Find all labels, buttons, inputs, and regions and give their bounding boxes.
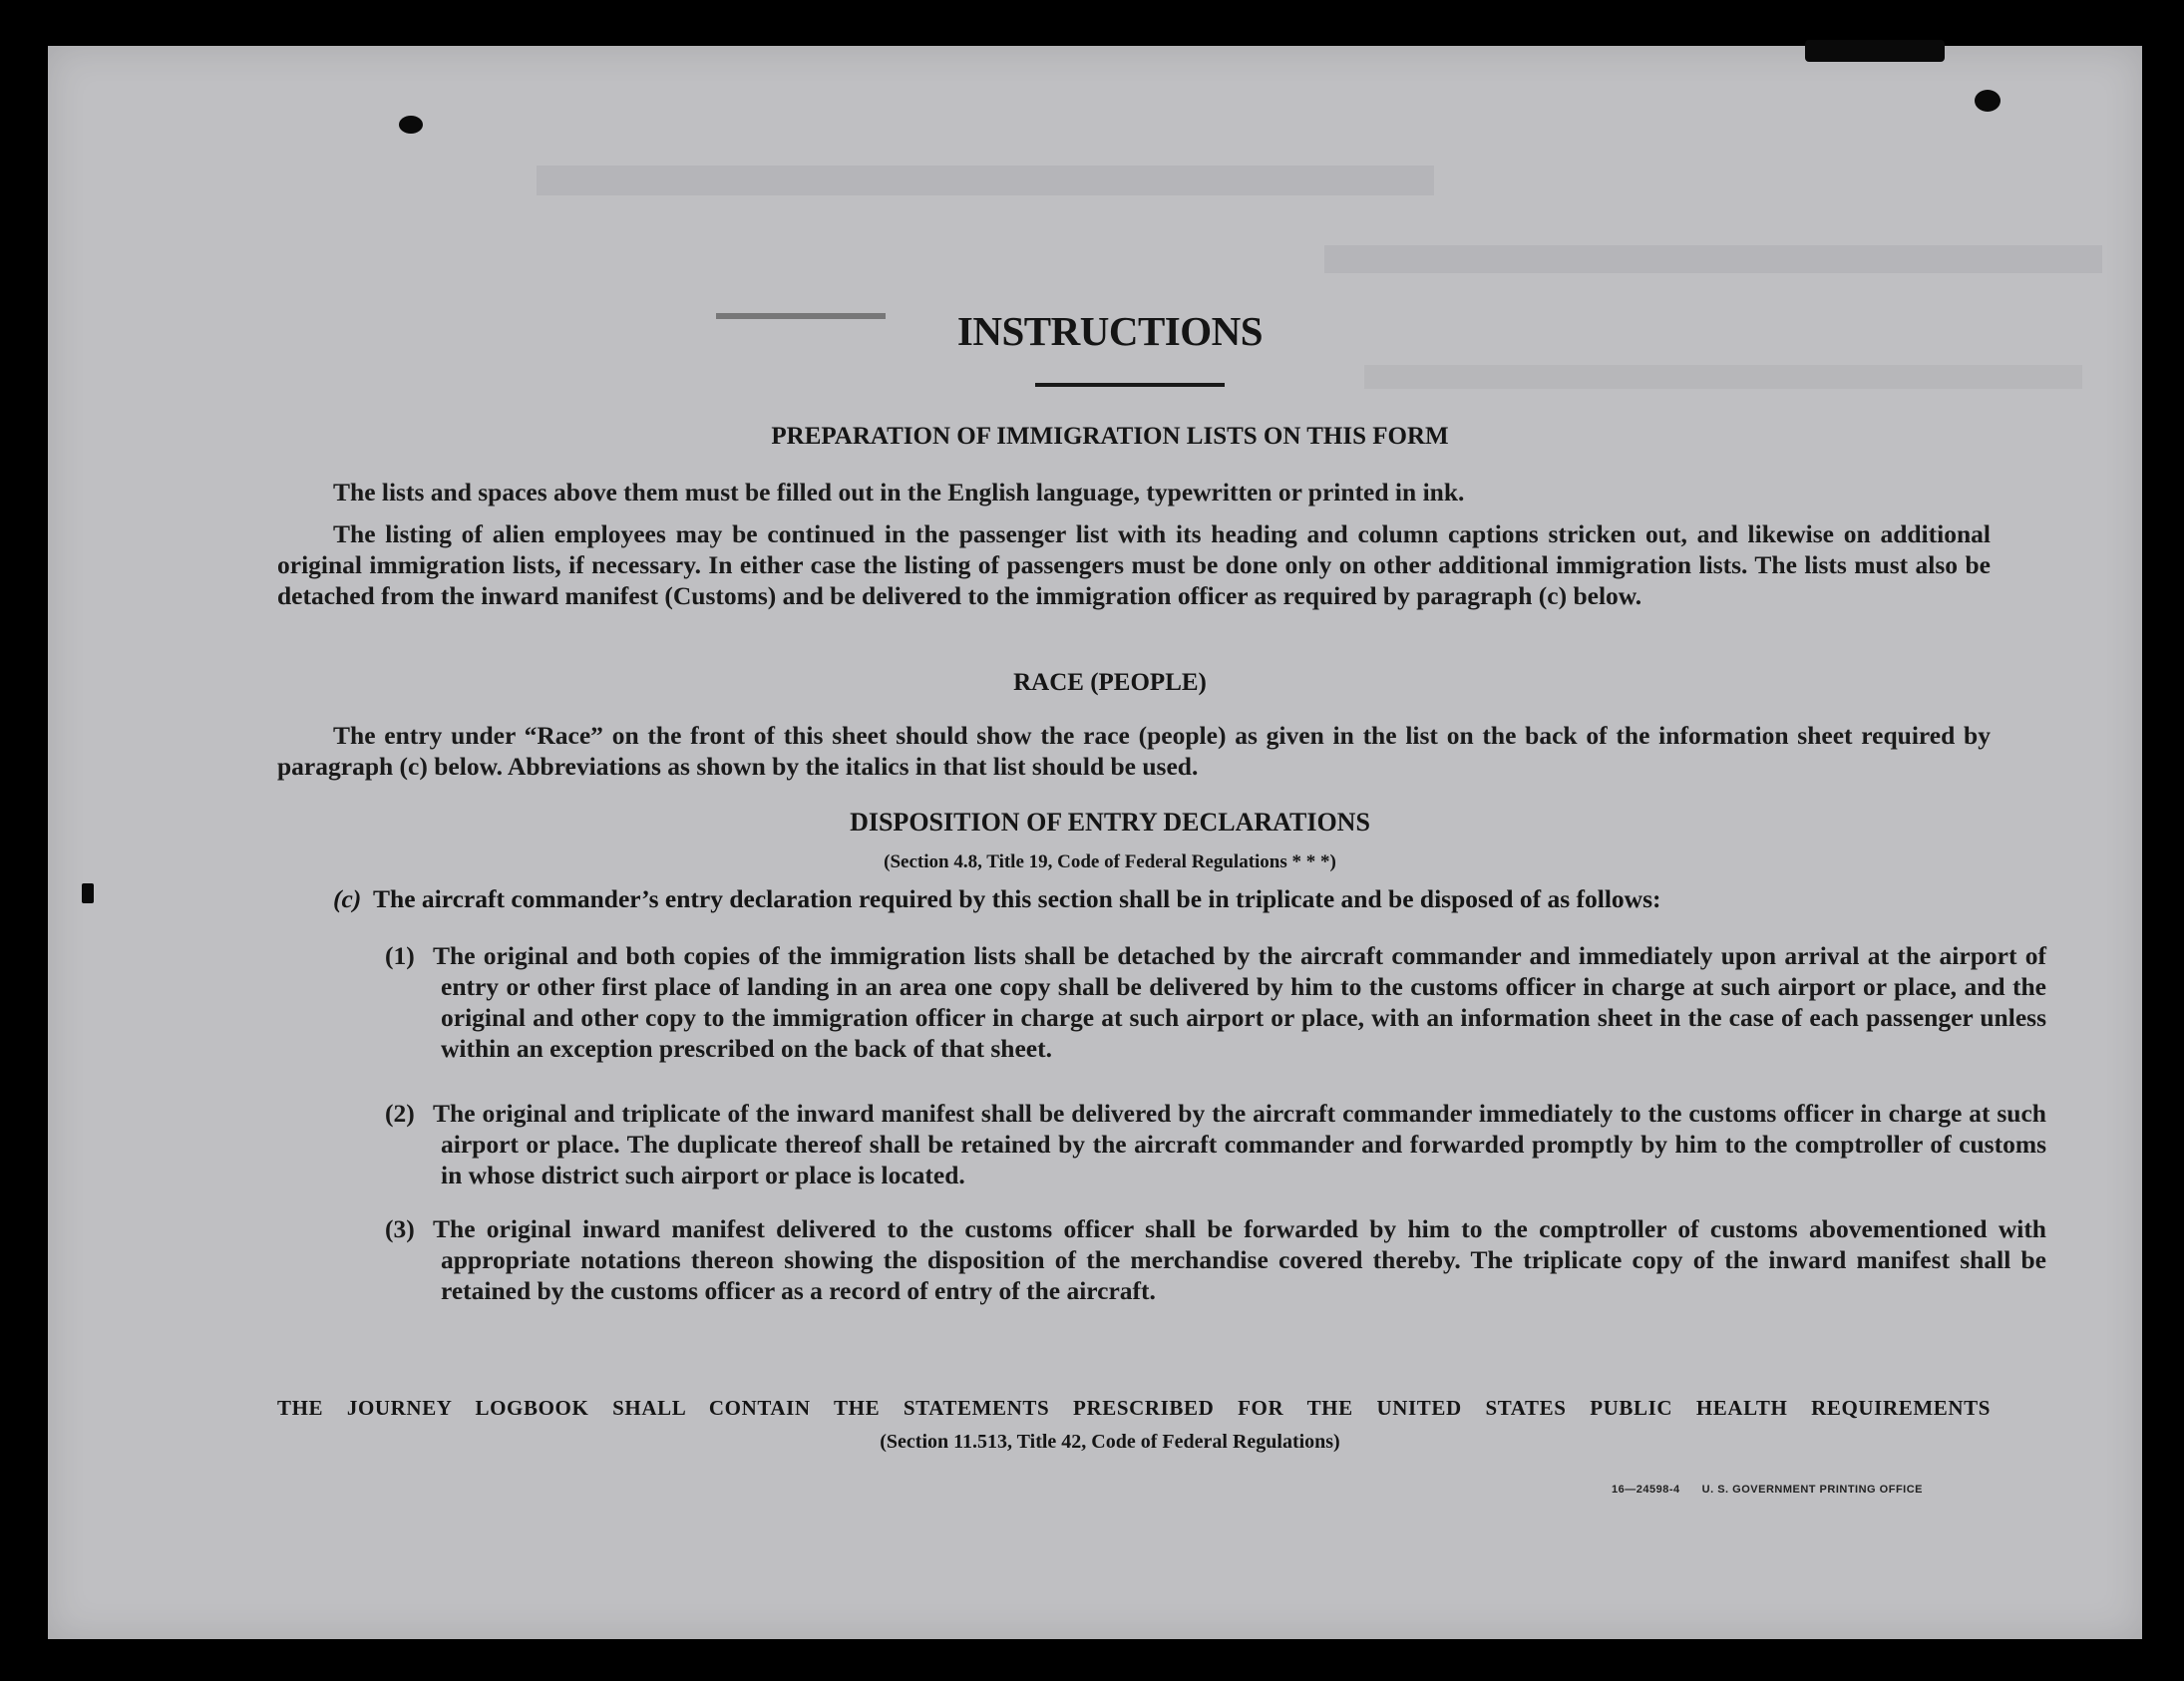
printer-imprint	[1612, 1484, 1923, 1496]
page-title: INSTRUCTIONS	[956, 308, 1264, 354]
bleed-through-mark	[1364, 365, 2082, 389]
section-heading-preparation: PREPARATION OF IMMIGRATION LISTS ON THIS FORM	[771, 423, 1449, 450]
paragraph-preparation-2: The listing of alien employees may be continued in the passenger list with its heading and column captions stricken out, and likewise on additional original immigration lists, if necessary. In either case the listing of passengers must be done only on other additional immigration lists. The lists must also be detached from the inward manifest (Customs) and be delivered to the immigration officer as required by paragraph (c) below.	[277, 519, 1991, 610]
punch-hole-right	[1975, 90, 2001, 112]
paragraph-c: (c) The aircraft commander’s entry declaration required by this section shall be in triplicate and be disposed of as follows:	[333, 884, 1661, 913]
title-underline	[1035, 383, 1225, 387]
disposition-citation: (Section 4.8, Title 19, Code of Federal Regulations * * *)	[884, 851, 1336, 872]
form-number: 16—24598-4	[1612, 1484, 1680, 1496]
top-right-notch	[1805, 40, 1945, 62]
section-heading-disposition: DISPOSITION OF ENTRY DECLARATIONS	[850, 808, 1370, 837]
list-item: (2) The original and triplicate of the inward manifest shall be delivered by the aircraft commander immediately to the customs officer in charge at such airport or place. The duplicate thereof shall be retained by the aircraft commander and forwarded promptly by him to the comptroller of customs in whose district such airport or place is located.	[385, 1099, 2046, 1189]
punch-hole-left	[399, 116, 423, 134]
printer-name: U. S. GOVERNMENT PRINTING OFFICE	[1701, 1484, 1923, 1496]
section-heading-race: RACE (PEOPLE)	[1013, 669, 1207, 696]
footer-citation: (Section 11.513, Title 42, Code of Federal Regulations)	[880, 1431, 1340, 1453]
paragraph-preparation-1: The lists and spaces above them must be filled out in the English language, typewritten or printed in ink.	[333, 478, 1465, 506]
paragraph-race: The entry under “Race” on the front of this sheet should show the race (people) as given in the list on the back of the information sheet required by paragraph (c) below. Abbreviations as shown by the italics in that list should be used.	[277, 721, 1991, 781]
footer-statement: THE JOURNEY LOGBOOK SHALL CONTAIN THE STATEMENTS PRESCRIBED FOR THE UNITED STATES PUBLIC HEALTH REQUIREMENTS	[277, 1396, 1991, 1420]
list-item: (1) The original and both copies of the immigration lists shall be detached by the aircraft commander and immediately upon arrival at the airport of entry or other first place of landing in an area one copy shall be delivered by him to the customs officer in charge at such airport or place, and the original and other copy to the immigration officer in charge at such airport or place, with an information sheet in the case of each passenger unless within an exception prescribed on the back of that sheet.	[385, 941, 2046, 1063]
edge-tear-mark	[82, 883, 94, 903]
list-item: (3) The original inward manifest delivered to the customs officer shall be forwarded by him to the comptroller of customs abovementioned with appropriate notations thereon showing the disposition of the merchandise covered thereby. The triplicate copy of the inward manifest shall be retained by the customs officer as a record of entry of the aircraft.	[385, 1214, 2046, 1305]
bleed-through-mark	[537, 166, 1434, 195]
document-sheet	[48, 46, 2142, 1639]
bleed-through-mark	[1324, 245, 2102, 273]
